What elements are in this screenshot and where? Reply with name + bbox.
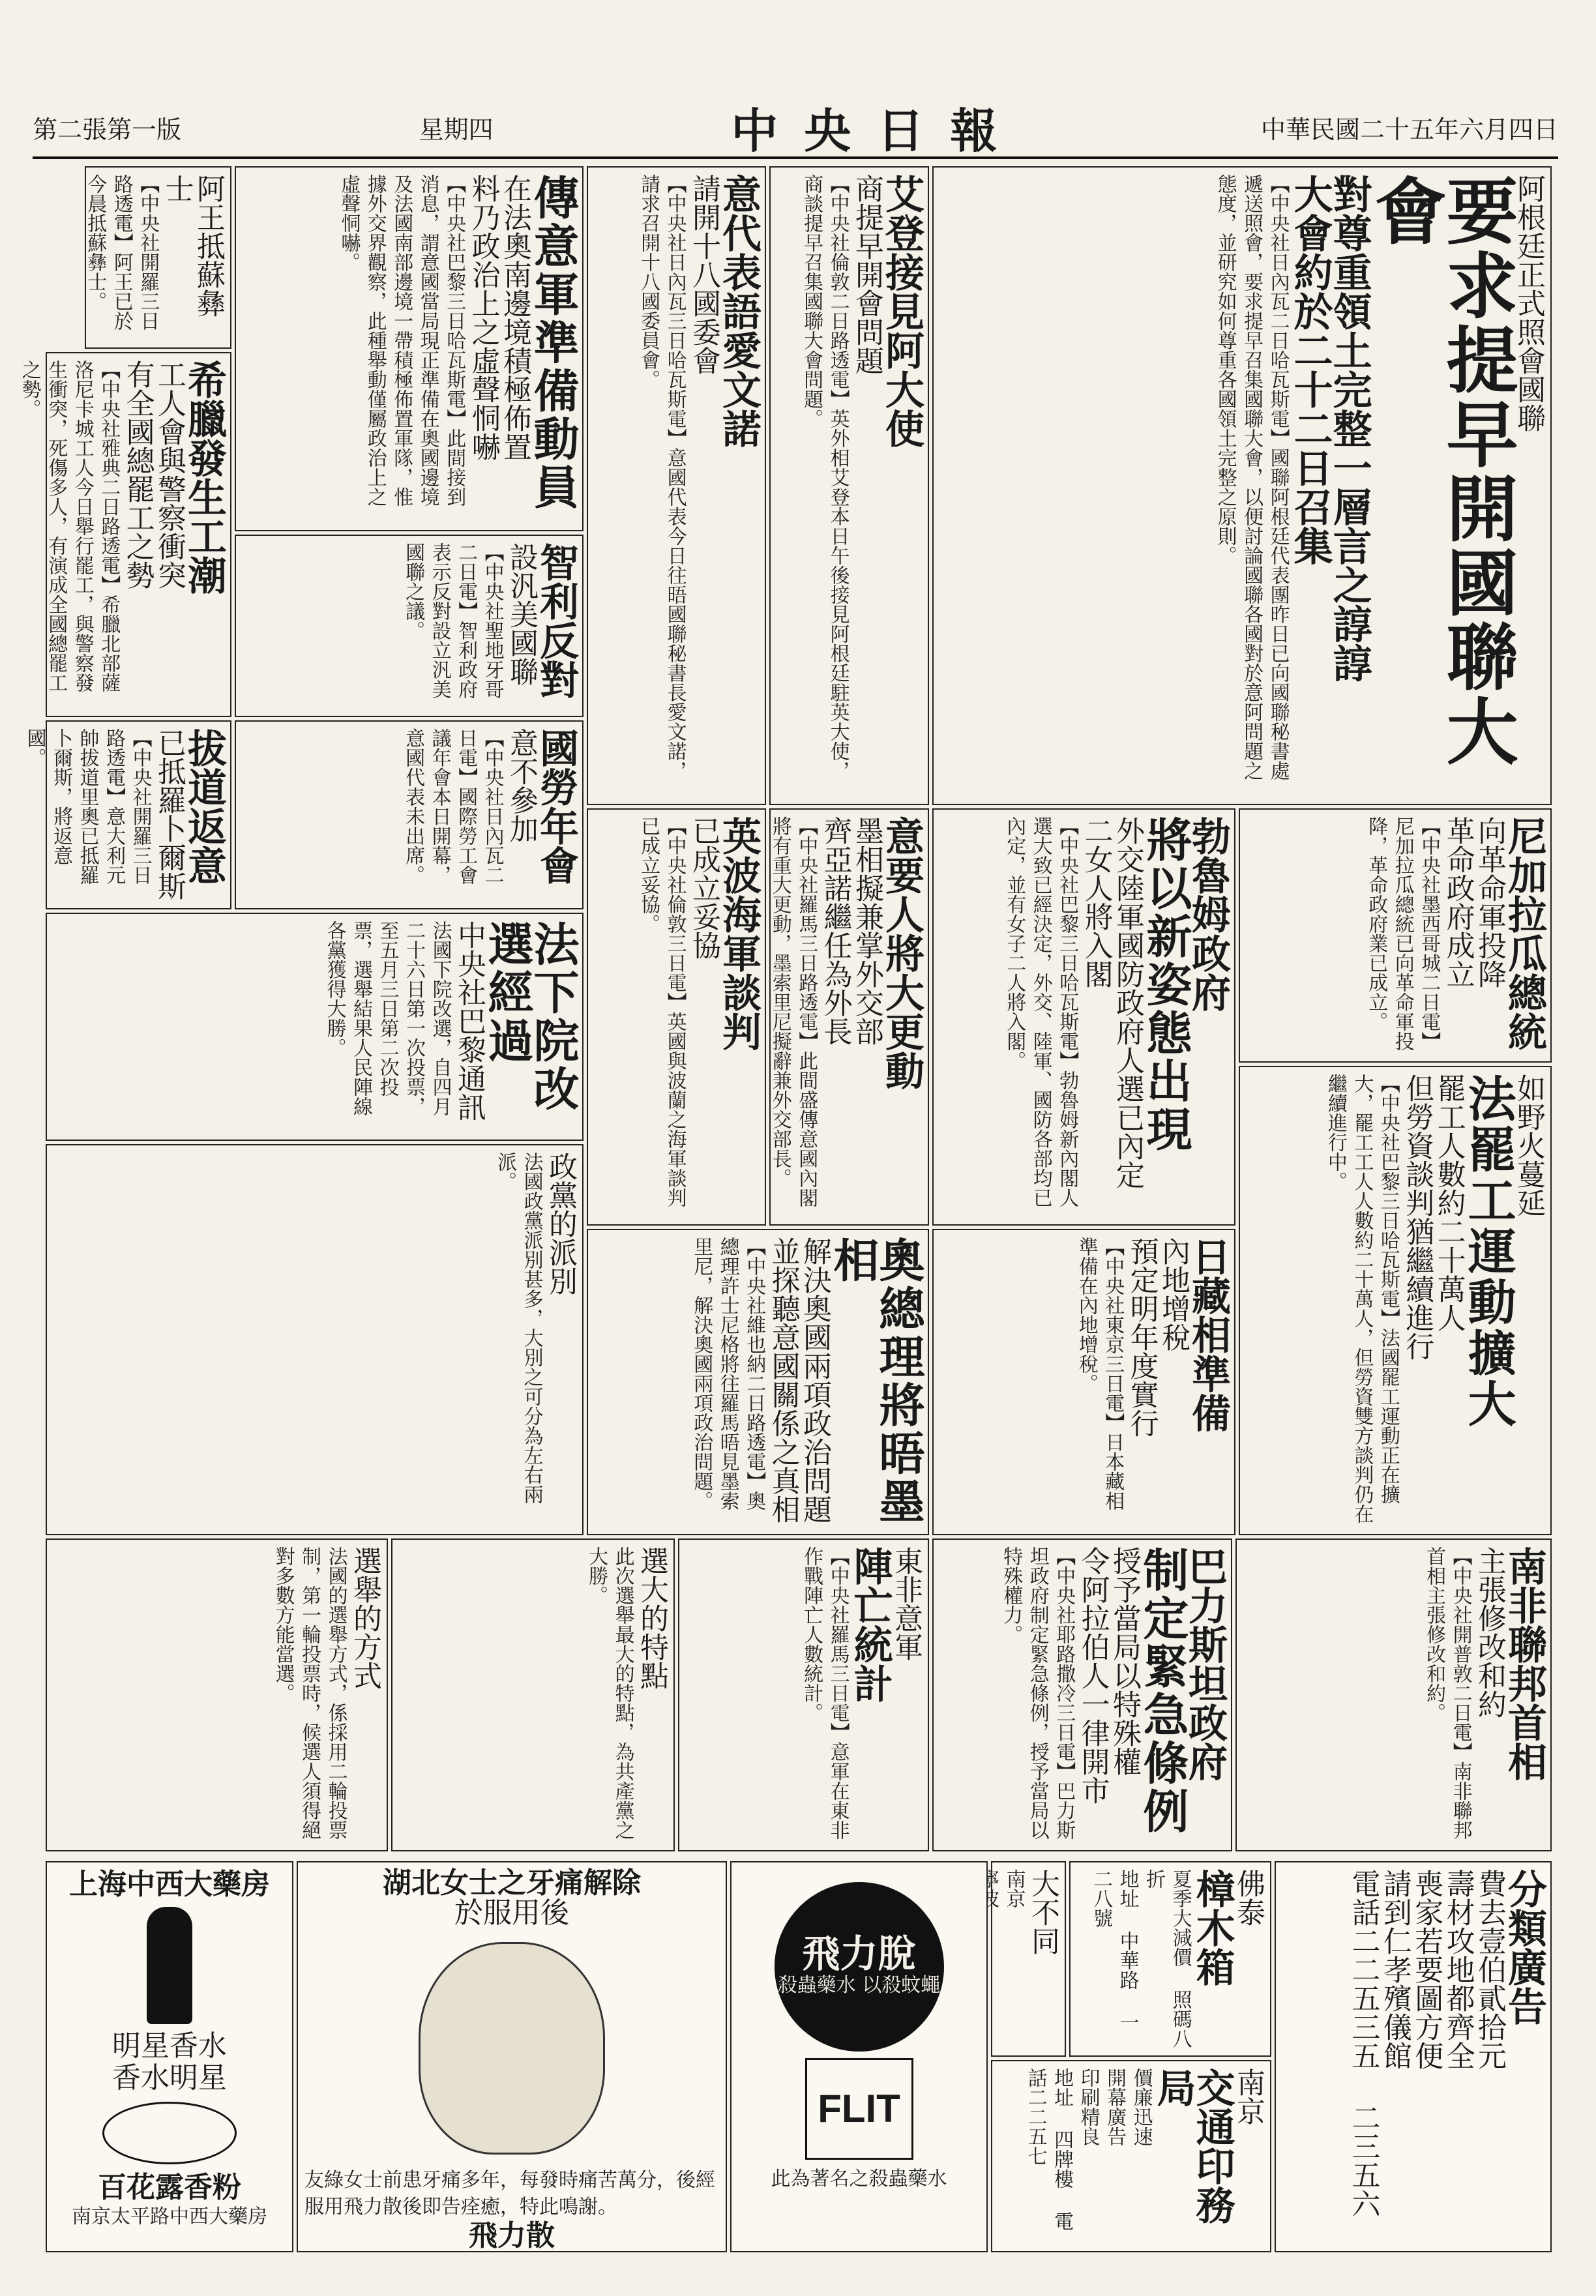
woman-portrait-icon — [419, 1942, 605, 2155]
italy-kicker: 齊亞諾繼任為外長 — [818, 816, 852, 1046]
ad-classified — [1275, 1861, 1552, 2252]
request-body: 【中央社日內瓦三日哈瓦斯電】意國代表今日往晤國聯秘書長愛文諾，請求召開十八國委員會。 — [637, 174, 687, 780]
story-navy — [23, 720, 231, 909]
masthead-weekday: 星期四 — [419, 115, 494, 144]
print-line4: 印刷精良 — [1076, 2068, 1100, 2146]
toothache-sub: 於服用後 — [454, 1896, 569, 1930]
tax-body: 【中央社東京三日電】日本藏相準備在內地增稅。 — [1074, 1237, 1125, 1510]
datong-city1: 南京 — [1002, 1869, 1026, 1908]
election-body: 法國下院改選，自四月二十六日第一次投票，至五月三日第二次投票，選舉結果人民陣線各黨獲得大勝。 — [323, 920, 452, 1116]
classified-line4: 請到仁孝殯儀館 — [1378, 1869, 1411, 2070]
britain-headline: 英波海軍談判 — [716, 816, 761, 1051]
pharmacy-product2: 香水明星 — [112, 2061, 227, 2095]
classified-title: 分類廣告 — [1501, 1869, 1547, 2025]
story-request — [587, 166, 766, 805]
dead-headline: 陣亡統計 — [847, 1546, 893, 1703]
features-body: 此次選舉最大的特點，為共產黨之大勝。 — [585, 1546, 634, 1840]
coffin-note: 夏季大減價 照碼八折 — [1142, 1869, 1192, 2048]
request-subhead: 請開十八國委會 — [687, 174, 720, 375]
nica-kicker: 革命政府成立 — [1441, 816, 1475, 988]
crimea-body: 【中央社雅典二日路透電】希臘北部薩洛尼卡城工人今日舉行罷工，與警察發生衝突，死傷多人，有演成全國總罷工之勢。 — [18, 360, 121, 692]
arms-kicker: 料乃政治上之虛聲恫嚇 — [466, 174, 500, 461]
story-labor — [235, 720, 584, 909]
labor-body: 【中央社日內瓦二日電】國際勞工會議年會本日開幕，意國代表未出席。 — [402, 728, 504, 885]
story-arms — [235, 166, 584, 531]
parties-headline: 政黨的派別 — [544, 1152, 577, 1295]
classified-phone: 電話二二五三五 二三五六 — [1346, 1869, 1380, 2218]
parties-body: 法國政黨派別甚多，大別之可分為左右兩派。 — [494, 1152, 543, 1504]
ambassador-subhead: 商提早開會問題 — [850, 174, 883, 375]
mosquito-caption: 此為著名之殺蟲藥水 — [771, 2168, 947, 2190]
request-headline: 意代表語愛文諾 — [716, 174, 761, 448]
italy-headline: 意要人將大更動 — [879, 816, 924, 1090]
nica-body: 【中央社墨西哥城二日電】尼加拉瓜總統已向革命軍投降，革命政府業已成立。 — [1365, 816, 1441, 1051]
story-crimea — [18, 352, 231, 717]
dead-kicker: 東非意軍 — [889, 1546, 923, 1661]
masthead-title: 中央日報 — [731, 103, 1024, 158]
features-headline: 選大的特點 — [635, 1546, 668, 1690]
datong-name: 大不同 — [1026, 1869, 1059, 1955]
ad-datong — [991, 1861, 1066, 2057]
britain-subhead: 已成立妥協 — [687, 816, 720, 960]
tolls-headline: 選舉的方式 — [348, 1546, 381, 1690]
lead-headline: 要求提早開國聯大會 — [1363, 174, 1519, 769]
tolls-body: 法國的選舉方式，係採用二輪投票制，第一輪投票時，候選人須得絕對多數方能當選。 — [271, 1546, 347, 1840]
story-cuba — [587, 1229, 929, 1535]
sidebar-features — [391, 1538, 675, 1851]
arms-body: 【中央社巴黎三日哈瓦斯電】此間接到消息，謂意國當局現正準備在奧國邊境及法國南部邊境一帶積極佈置軍隊，惟據外交界觀察，此種舉動僅屬政治上之虛聲恫嚇。 — [337, 174, 466, 507]
print-line2: 價廉迅速 — [1129, 2068, 1153, 2146]
lead-kicker: 阿根廷正式照會國聯 — [1512, 174, 1545, 432]
labor-headline: 國勞年會 — [533, 728, 579, 885]
story-fishery — [1235, 1538, 1552, 1851]
classified-line2: 壽材攻地都齊全 — [1441, 1869, 1475, 2070]
story-tax — [932, 1229, 1235, 1535]
mosquito-title: 飛力脫 — [802, 1931, 916, 1976]
tax-headline: 日藏相準備 — [1185, 1237, 1231, 1432]
mosquito-product: FLIT — [818, 2087, 900, 2130]
arms-subhead: 在法奧南邊境積極佈置 — [498, 174, 531, 461]
strike-subhead: 罷工人數約二十萬人 — [1432, 1074, 1466, 1332]
nica-headline: 尼加拉瓜總統 — [1501, 816, 1547, 1051]
france-headline: 勃魯姆政府 — [1185, 816, 1231, 1012]
ad-coffin — [1069, 1861, 1271, 2057]
nica-subhead: 向革命軍投降 — [1473, 816, 1506, 988]
lead-story — [932, 166, 1552, 805]
france-body: 【中央社巴黎三日哈瓦斯電】勃魯姆新內閣人選大致已經決定，外交、陸軍、國防各部均已內定，並有女子二人將入閣。 — [1003, 816, 1079, 1207]
election-headline: 法下院改選經過 — [480, 920, 580, 1113]
pharmacy-address: 南京太平路中西大藥房 — [72, 2205, 267, 2228]
pharmacy-brand: 百花露香粉 — [98, 2171, 241, 2205]
pharmacy-product1: 明星香水 — [112, 2029, 227, 2063]
ad-mosquito — [730, 1861, 988, 2252]
coffin-name: 樟木箱 — [1189, 1869, 1235, 1986]
story-nica — [1239, 808, 1552, 1063]
masthead-section: 第二張第一版 — [33, 115, 182, 144]
uncomparable-subhead: 制定緊急條例 — [1136, 1546, 1190, 1836]
story-dead — [678, 1538, 929, 1851]
pharmacy-shop: 上海中西大藥房 — [69, 1868, 270, 1901]
story-strike — [1239, 1066, 1552, 1535]
classified-fee: 費去壹伯貳拾元 — [1473, 1869, 1506, 2070]
story-treaty — [235, 535, 584, 717]
cuba-kicker: 並探聽意國關係之真相 — [766, 1237, 800, 1523]
tax-subhead: 內地增稅 — [1157, 1237, 1190, 1351]
toothache-headline: 湖北女士之牙痛解除 — [383, 1866, 641, 1900]
italy-body: 【中央社羅馬三日路透電】此間盛傳意國內閣將有重大更動，墨索里尼擬辭兼外交部長。 — [768, 816, 818, 1207]
treaty-subhead: 設汎美國聯 — [505, 542, 538, 686]
tobacco-body: 【中央社開羅三日路透電】阿王已於今晨抵蘇彝士。 — [83, 174, 160, 331]
story-uncomparable — [932, 1538, 1232, 1851]
navy-body: 【中央社開羅三日路透電】意大利元帥拔道里奧已抵羅卜爾斯，將返意國。 — [23, 728, 152, 885]
fishery-body: 【中央社開普敦二日電】南非聯邦首相主張修改和約。 — [1423, 1546, 1472, 1840]
strike-kicker2: 但勞資談判猶繼續進行 — [1400, 1074, 1434, 1361]
sidebar-tolls — [46, 1538, 388, 1851]
ad-toothache — [297, 1861, 727, 2252]
sidebar-parties — [46, 1144, 584, 1535]
arms-headline: 傳意軍準備動員 — [526, 174, 580, 512]
uncomparable-body: 【中央社耶路撒冷三日電】巴力斯坦政府制定緊急條例，授予當局以特殊權力。 — [999, 1546, 1076, 1840]
story-election — [46, 913, 584, 1141]
uncomparable-headline: 巴力斯坦政府 — [1182, 1546, 1228, 1781]
tax-kicker: 預定明年度實行 — [1125, 1237, 1159, 1437]
story-britain — [587, 808, 766, 1226]
france-kicker: 外交陸軍國防政府人選已內定 — [1111, 816, 1144, 1189]
powder-tin-icon — [102, 2102, 237, 2164]
election-byline: 中央社巴黎通訊 — [452, 920, 486, 1121]
print-name: 交通印務局 — [1150, 2068, 1235, 2224]
navy-subhead: 已抵羅卜爾斯 — [153, 728, 186, 900]
print-line1: 南京 — [1232, 2068, 1265, 2125]
strike-body: 【中央社巴黎三日哈瓦斯電】法國罷工運動正在擴大，罷工工人人數約二十萬人，但勞資雙方談判仍在繼續進行中。 — [1323, 1074, 1400, 1523]
uncomparable-kicker2: 令阿拉伯人一律開市 — [1076, 1546, 1110, 1804]
toothache-body: 友綠女士前患牙痛多年，每發時痛苦萬分，後經服用飛力散後即告痊癒，特此鳴謝。 — [304, 2169, 715, 2218]
dead-body: 【中央社羅馬三日電】意軍在東非作戰陣亡人數統計。 — [800, 1546, 850, 1840]
france-subhead: 將以新姿態出現 — [1139, 816, 1193, 1154]
tobacco-headline: 阿王抵蘇彝士 — [160, 174, 225, 317]
toothache-brand: 飛力散 — [469, 2219, 555, 2253]
story-ambassador — [769, 166, 929, 805]
perfume-bottle-icon — [147, 1907, 192, 2024]
fishery-headline: 南非聯邦首相 — [1501, 1546, 1547, 1781]
fishery-subhead: 主張修改和約 — [1473, 1546, 1506, 1718]
italy-subhead: 墨相擬兼掌外交部 — [850, 816, 883, 1046]
story-france — [932, 808, 1235, 1226]
cuba-subhead: 解決奧國兩項政治問題 — [798, 1237, 831, 1523]
ad-print — [991, 2060, 1271, 2252]
cuba-body: 【中央社維也納二日路透電】奧總理許士尼格將往羅馬晤見墨索里尼，解決奧國兩項政治問題。 — [690, 1237, 766, 1510]
lead-subhead1: 對尊重領土完整一層言之諄諄 — [1326, 174, 1372, 683]
treaty-headline: 智利反對 — [533, 542, 579, 699]
mosquito-badge — [775, 1882, 944, 2052]
masthead — [33, 98, 1558, 159]
france-kicker2: 二女人將入閣 — [1079, 816, 1113, 988]
classified-line3: 喪家若要圖方便 — [1410, 1869, 1443, 2070]
print-address: 地址 四牌樓 電話二二五七 — [1024, 2068, 1074, 2231]
lead-subhead2: 大會約於二十二日召集 — [1287, 174, 1333, 565]
strike-headline: 法罷工運動擴大 — [1460, 1074, 1516, 1430]
ambassador-headline: 艾登接見阿大使 — [879, 174, 924, 448]
crimea-kicker: 有全國總罷工之勢 — [121, 360, 155, 589]
strike-kicker: 如野火蔓延 — [1512, 1074, 1545, 1217]
masthead-date: 中華民國二十五年六月四日 — [1260, 115, 1558, 144]
coffin-address: 地址 中華路 一二八號 — [1089, 1869, 1139, 2032]
crimea-headline: 希臘發生工潮 — [181, 360, 227, 595]
print-line3: 開幕廣告 — [1103, 2068, 1127, 2146]
navy-headline: 拔道返意 — [181, 728, 227, 885]
lead-body: 【中央社日內瓦二日哈瓦斯電】國聯阿根廷代表團昨日已向國聯秘書處遞送照會，要求提早召集國聯大會，以便討論國聯各國對於意阿問題之態度，並研究如何尊重各國領土完整之原則。 — [1213, 174, 1290, 780]
treaty-body: 【中央社聖地牙哥二日電】智利政府表示反對設立汎美國聯之議。 — [402, 542, 504, 699]
mosquito-can-icon — [805, 2058, 913, 2160]
ambassador-body: 【中央社倫敦二日路透電】英外相艾登本日午後接見阿根廷駐英大使，商談提早召集國聯大會問題。 — [800, 174, 850, 780]
story-tobacco — [85, 166, 231, 349]
mosquito-slogan: 殺蟲藥水 以殺蚊蠅 — [777, 1973, 941, 1997]
ad-pharmacy — [46, 1861, 293, 2252]
story-italy — [769, 808, 929, 1226]
crimea-subhead: 工人會與警察衝突 — [153, 360, 186, 589]
coffin-shop: 佛泰 — [1232, 1869, 1265, 1926]
britain-body: 【中央社倫敦三日電】英國與波蘭之海軍談判已成立妥協。 — [637, 816, 687, 1207]
cuba-headline: 奧總理將晤墨相 — [826, 1237, 926, 1526]
uncomparable-kicker: 授予當局以特殊權 — [1108, 1546, 1141, 1776]
labor-subhead: 意不參加 — [505, 728, 538, 843]
